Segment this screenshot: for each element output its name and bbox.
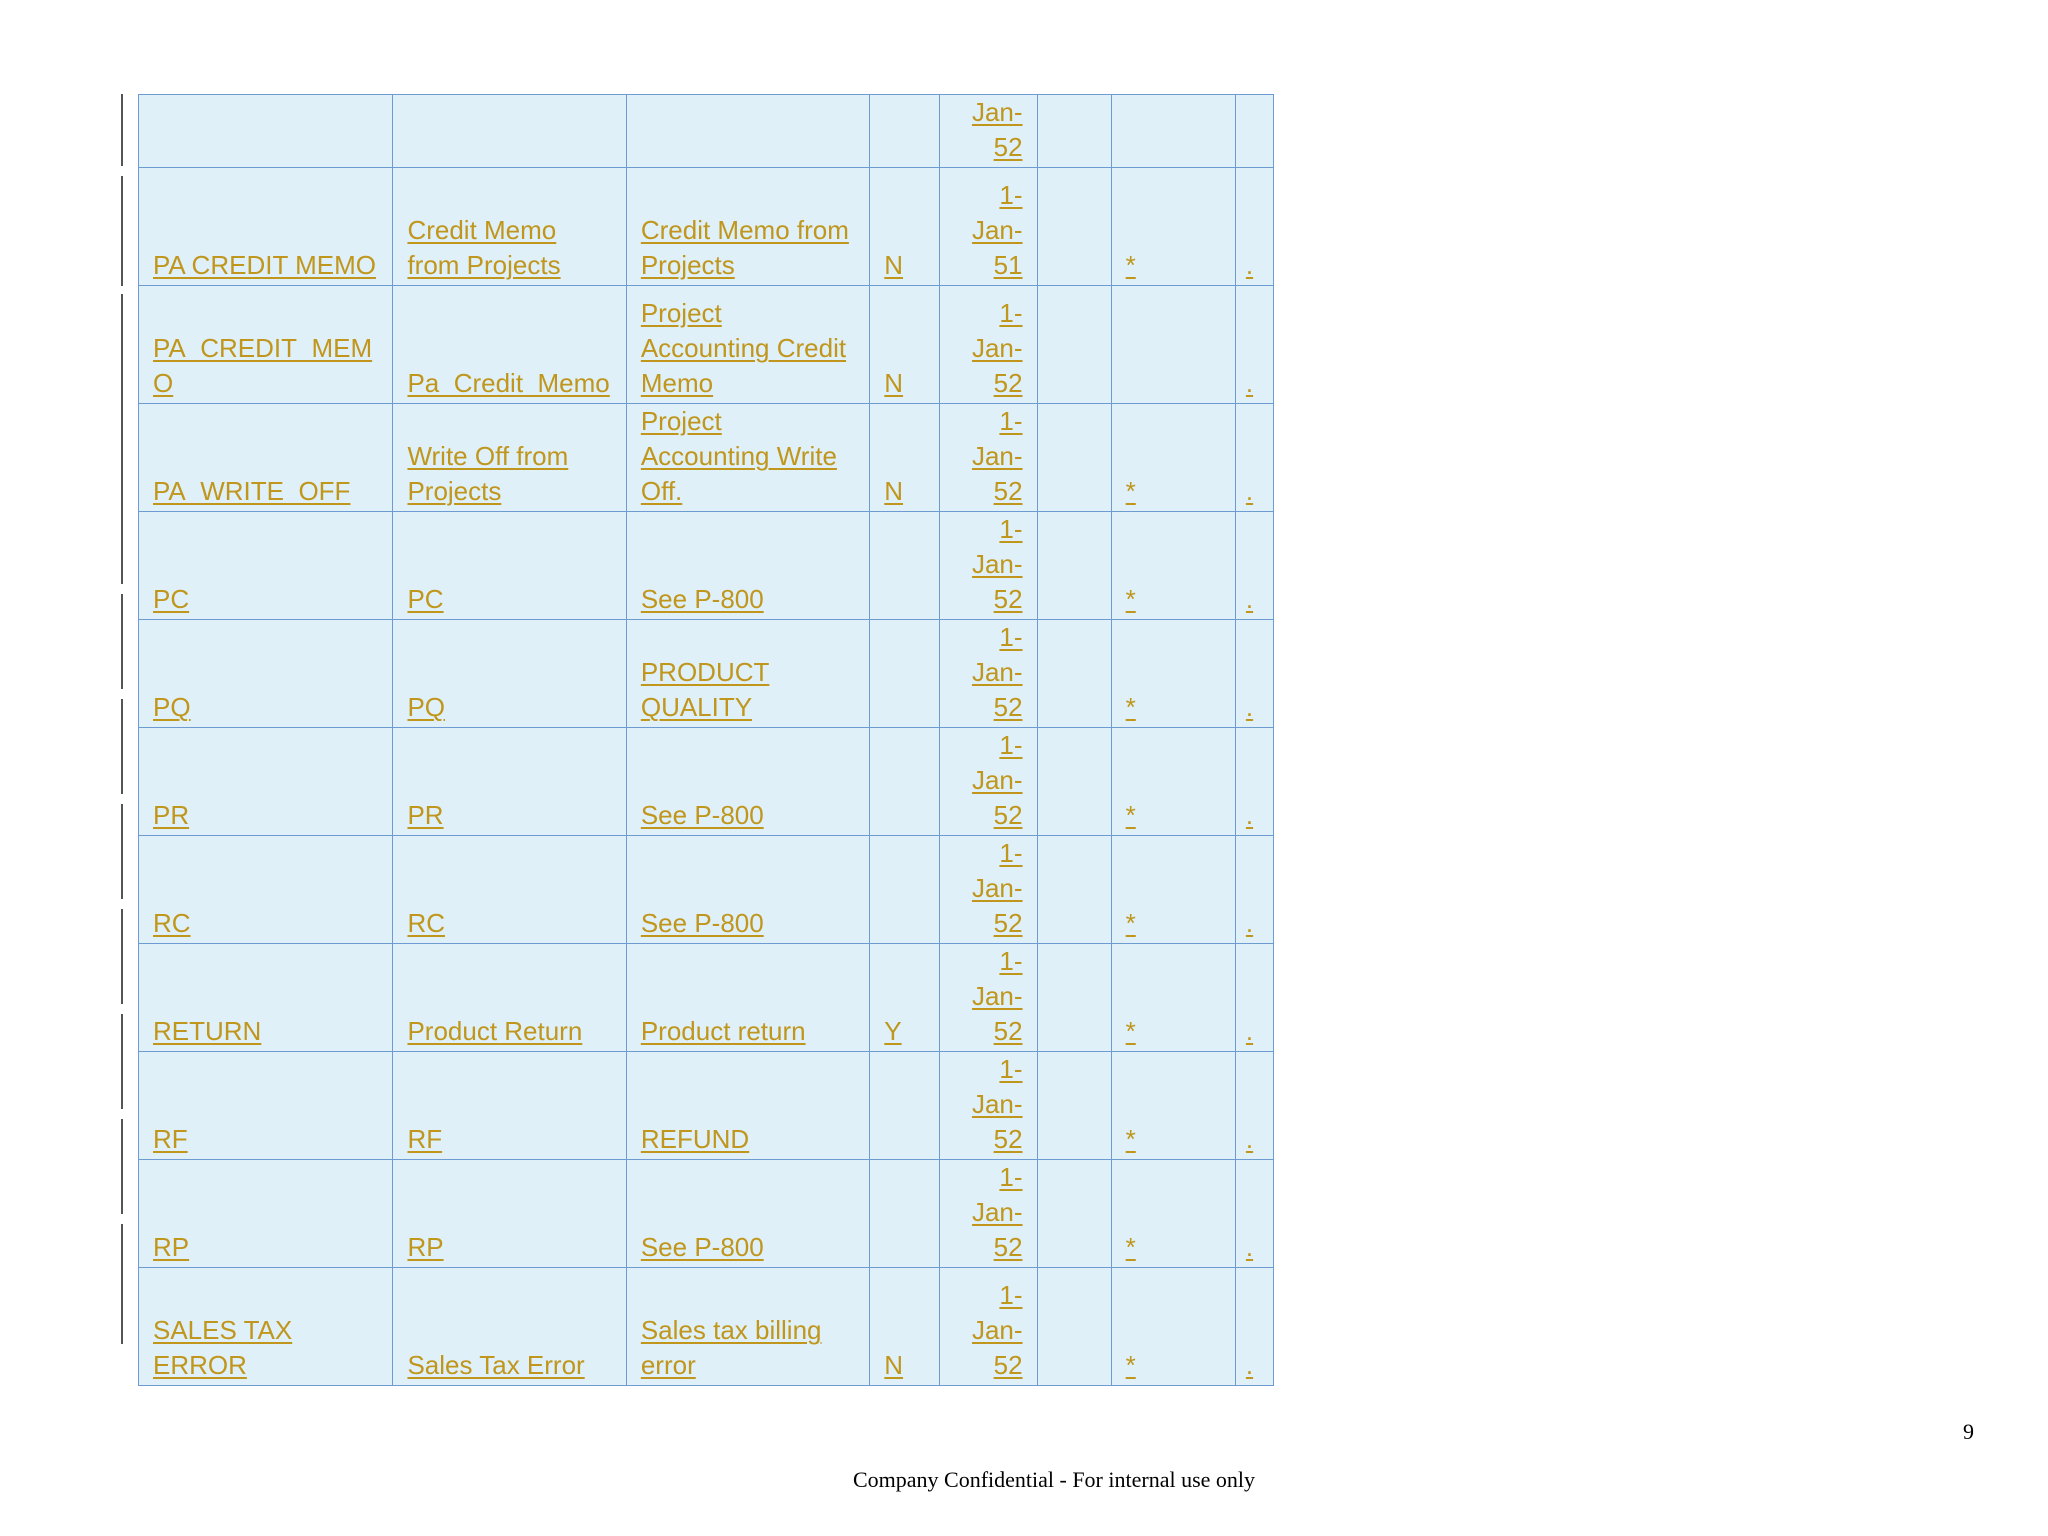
cell-description — [626, 95, 869, 168]
cell-name — [393, 1160, 626, 1268]
cell-blank — [1037, 1160, 1111, 1268]
cell-blank — [1037, 512, 1111, 620]
revision-bar — [121, 1119, 123, 1214]
cell-flag — [870, 95, 940, 168]
code-link[interactable]: RC — [153, 908, 191, 938]
revision-bar — [121, 394, 123, 489]
revision-bar — [121, 176, 123, 286]
cell-name — [393, 1268, 626, 1386]
cell-blank — [1037, 728, 1111, 836]
code-link[interactable]: SALES TAX ERROR — [153, 1315, 293, 1380]
star-link[interactable]: * — [1125, 1016, 1136, 1046]
cell-name — [393, 286, 626, 404]
revision-bar — [121, 804, 123, 899]
cell-flag — [870, 168, 940, 286]
cell-code — [139, 95, 393, 168]
flag-link[interactable]: N — [884, 476, 904, 506]
date-link[interactable]: 1- Jan- 52 — [971, 298, 1023, 398]
date-link[interactable]: 1- Jan- 52 — [971, 1280, 1023, 1380]
cell-star — [1111, 944, 1235, 1052]
cell-code — [139, 1268, 393, 1386]
date-link[interactable]: 1- Jan- 52 — [971, 730, 1023, 830]
name-link[interactable]: Write Off from Projects — [407, 441, 569, 506]
cell-code — [139, 1160, 393, 1268]
cell-name — [393, 404, 626, 512]
cell-dot — [1235, 944, 1273, 1052]
table-row — [139, 286, 1274, 404]
description-link[interactable]: See P-800 — [640, 908, 764, 938]
name-link[interactable]: Product Return — [407, 1016, 583, 1046]
flag-link[interactable]: N — [884, 1350, 904, 1380]
cell-date — [940, 286, 1037, 404]
cell-description — [626, 1052, 869, 1160]
cell-blank — [1037, 620, 1111, 728]
cell-flag — [870, 1268, 940, 1386]
cell-dot — [1235, 512, 1273, 620]
cell-star — [1111, 836, 1235, 944]
star-link[interactable]: * — [1125, 250, 1136, 280]
cell-date — [940, 836, 1037, 944]
cell-name — [393, 836, 626, 944]
name-link[interactable]: Pa_Credit_Memo — [407, 368, 610, 398]
date-link[interactable]: 1- Jan- 52 — [971, 406, 1023, 506]
description-link[interactable]: See P-800 — [640, 1232, 764, 1262]
cell-blank — [1037, 944, 1111, 1052]
cell-star — [1111, 404, 1235, 512]
cell-date — [940, 404, 1037, 512]
table-row — [139, 95, 1274, 168]
description-link[interactable]: Sales tax billing error — [640, 1315, 822, 1380]
star-link[interactable]: * — [1125, 692, 1136, 722]
cell-dot — [1235, 404, 1273, 512]
cell-description — [626, 620, 869, 728]
code-link[interactable]: PA_CREDIT_MEMO — [153, 333, 373, 398]
cell-date — [940, 512, 1037, 620]
description-link[interactable]: Credit Memo from Projects — [640, 215, 849, 280]
cell-name — [393, 728, 626, 836]
code-link[interactable]: RP — [153, 1232, 190, 1262]
cell-description — [626, 168, 869, 286]
cell-date — [940, 728, 1037, 836]
page-number: 9 — [1963, 1419, 1974, 1444]
dot-link[interactable]: . — [1245, 250, 1254, 280]
date-link[interactable]: 1- Jan- 51 — [971, 180, 1023, 280]
cell-description — [626, 728, 869, 836]
dot-link[interactable]: . — [1245, 476, 1254, 506]
revision-bar — [121, 489, 123, 584]
code-link[interactable]: RF — [153, 1124, 188, 1154]
date-link[interactable]: 1- Jan- 52 — [971, 514, 1023, 614]
description-link[interactable]: REFUND — [640, 1124, 750, 1154]
description-link[interactable]: PRODUCT QUALITY — [640, 657, 770, 722]
star-link[interactable]: * — [1125, 800, 1136, 830]
name-link[interactable]: Credit Memo from Projects — [407, 215, 561, 280]
dot-link[interactable]: . — [1245, 1124, 1254, 1154]
name-link[interactable]: RP — [407, 1232, 444, 1262]
dot-link[interactable]: . — [1245, 368, 1254, 398]
cell-flag — [870, 404, 940, 512]
table-row — [139, 1160, 1274, 1268]
star-link[interactable]: * — [1125, 1232, 1136, 1262]
date-link[interactable]: 1- Jan- 52 — [971, 946, 1023, 1046]
revision-bar — [121, 294, 123, 404]
cell-flag — [870, 286, 940, 404]
cell-dot — [1235, 836, 1273, 944]
cell-dot — [1235, 95, 1273, 168]
flag-link[interactable]: N — [884, 368, 904, 398]
cell-flag — [870, 620, 940, 728]
cell-star — [1111, 728, 1235, 836]
cell-flag — [870, 944, 940, 1052]
cell-blank — [1037, 1052, 1111, 1160]
cell-dot — [1235, 728, 1273, 836]
cell-flag — [870, 512, 940, 620]
date-link[interactable]: 1- Jan- 52 — [971, 1054, 1023, 1154]
flag-link[interactable]: N — [884, 250, 904, 280]
dot-link[interactable]: . — [1245, 1016, 1254, 1046]
code-link[interactable]: RETURN — [153, 1016, 262, 1046]
cell-name — [393, 95, 626, 168]
revision-bar — [121, 909, 123, 1004]
cell-date — [940, 95, 1037, 168]
description-link[interactable]: See P-800 — [640, 800, 764, 830]
cell-name — [393, 944, 626, 1052]
cell-code — [139, 404, 393, 512]
code-link[interactable]: PA CREDIT MEMO — [153, 250, 376, 280]
cell-date — [940, 1160, 1037, 1268]
name-link[interactable]: RF — [407, 1124, 443, 1154]
cell-dot — [1235, 620, 1273, 728]
cell-description — [626, 512, 869, 620]
star-link[interactable]: * — [1125, 1350, 1136, 1380]
cell-blank — [1037, 286, 1111, 404]
description-link[interactable]: Product return — [640, 1016, 806, 1046]
dot-link[interactable]: . — [1245, 692, 1254, 722]
cell-code — [139, 836, 393, 944]
name-link[interactable]: PC — [407, 584, 444, 614]
dot-link[interactable]: . — [1245, 800, 1254, 830]
cell-blank — [1037, 168, 1111, 286]
date-link[interactable]: 1- Jan- 52 — [971, 838, 1023, 938]
cell-code — [139, 1052, 393, 1160]
confidential-footer: Company Confidential - For internal use only — [852, 1467, 1256, 1492]
transaction-types-table — [138, 94, 1274, 1386]
cell-star — [1111, 286, 1235, 404]
description-link[interactable]: See P-800 — [640, 584, 764, 614]
cell-dot — [1235, 1052, 1273, 1160]
table-row — [139, 1268, 1274, 1386]
table-row — [139, 1052, 1274, 1160]
cell-flag — [870, 728, 940, 836]
table-row — [139, 944, 1274, 1052]
cell-description — [626, 286, 869, 404]
revision-bar — [121, 94, 123, 166]
cell-description — [626, 836, 869, 944]
cell-flag — [870, 1052, 940, 1160]
name-link[interactable]: Sales Tax Error — [407, 1350, 585, 1380]
cell-description — [626, 404, 869, 512]
cell-date — [940, 168, 1037, 286]
code-link[interactable]: PA_WRITE_OFF — [153, 476, 351, 506]
dot-link[interactable]: . — [1245, 584, 1254, 614]
cell-star — [1111, 1052, 1235, 1160]
cell-name — [393, 620, 626, 728]
table-row — [139, 168, 1274, 286]
code-link[interactable]: PC — [153, 584, 190, 614]
cell-star — [1111, 620, 1235, 728]
star-link[interactable]: * — [1125, 476, 1136, 506]
name-link[interactable]: RC — [407, 908, 445, 938]
star-link[interactable]: * — [1125, 908, 1136, 938]
table-row — [139, 728, 1274, 836]
cell-code — [139, 944, 393, 1052]
cell-name — [393, 168, 626, 286]
cell-blank — [1037, 1268, 1111, 1386]
revision-bar — [121, 1014, 123, 1109]
cell-dot — [1235, 1160, 1273, 1268]
code-link[interactable]: PQ — [153, 692, 191, 722]
cell-code — [139, 168, 393, 286]
cell-description — [626, 1268, 869, 1386]
dot-link[interactable]: . — [1245, 908, 1254, 938]
flag-link[interactable]: Y — [884, 1016, 902, 1046]
cell-star — [1111, 1268, 1235, 1386]
revision-bar — [121, 594, 123, 689]
dot-link[interactable]: . — [1245, 1350, 1254, 1380]
cell-dot — [1235, 168, 1273, 286]
star-link[interactable]: * — [1125, 584, 1136, 614]
date-link[interactable]: 1- Jan- 52 — [971, 1162, 1023, 1262]
date-link[interactable]: 1- Jan- 52 — [971, 622, 1023, 722]
star-link[interactable]: * — [1125, 1124, 1136, 1154]
description-link[interactable]: Project Accounting Write Off. — [640, 406, 837, 506]
table-row — [139, 512, 1274, 620]
cell-description — [626, 1160, 869, 1268]
date-link[interactable]: Jan- 52 — [971, 97, 1023, 162]
cell-dot — [1235, 286, 1273, 404]
table-row — [139, 836, 1274, 944]
cell-date — [940, 1052, 1037, 1160]
revision-bar — [121, 1224, 123, 1344]
table-row — [139, 404, 1274, 512]
cell-star — [1111, 512, 1235, 620]
description-link[interactable]: Project Accounting Credit Memo — [640, 298, 847, 398]
cell-description — [626, 944, 869, 1052]
cell-flag — [870, 1160, 940, 1268]
cell-blank — [1037, 95, 1111, 168]
name-link[interactable]: PR — [407, 800, 444, 830]
cell-name — [393, 1052, 626, 1160]
cell-star — [1111, 95, 1235, 168]
table-row — [139, 620, 1274, 728]
cell-blank — [1037, 836, 1111, 944]
cell-code — [139, 512, 393, 620]
cell-star — [1111, 168, 1235, 286]
cell-code — [139, 286, 393, 404]
cell-code — [139, 620, 393, 728]
revision-bars — [121, 94, 124, 1374]
code-link[interactable]: PR — [153, 800, 190, 830]
revision-bar — [121, 699, 123, 794]
cell-name — [393, 512, 626, 620]
cell-flag — [870, 836, 940, 944]
cell-date — [940, 620, 1037, 728]
cell-blank — [1037, 404, 1111, 512]
cell-date — [940, 944, 1037, 1052]
cell-dot — [1235, 1268, 1273, 1386]
cell-date — [940, 1268, 1037, 1386]
dot-link[interactable]: . — [1245, 1232, 1254, 1262]
name-link[interactable]: PQ — [407, 692, 446, 722]
cell-code — [139, 728, 393, 836]
cell-star — [1111, 1160, 1235, 1268]
